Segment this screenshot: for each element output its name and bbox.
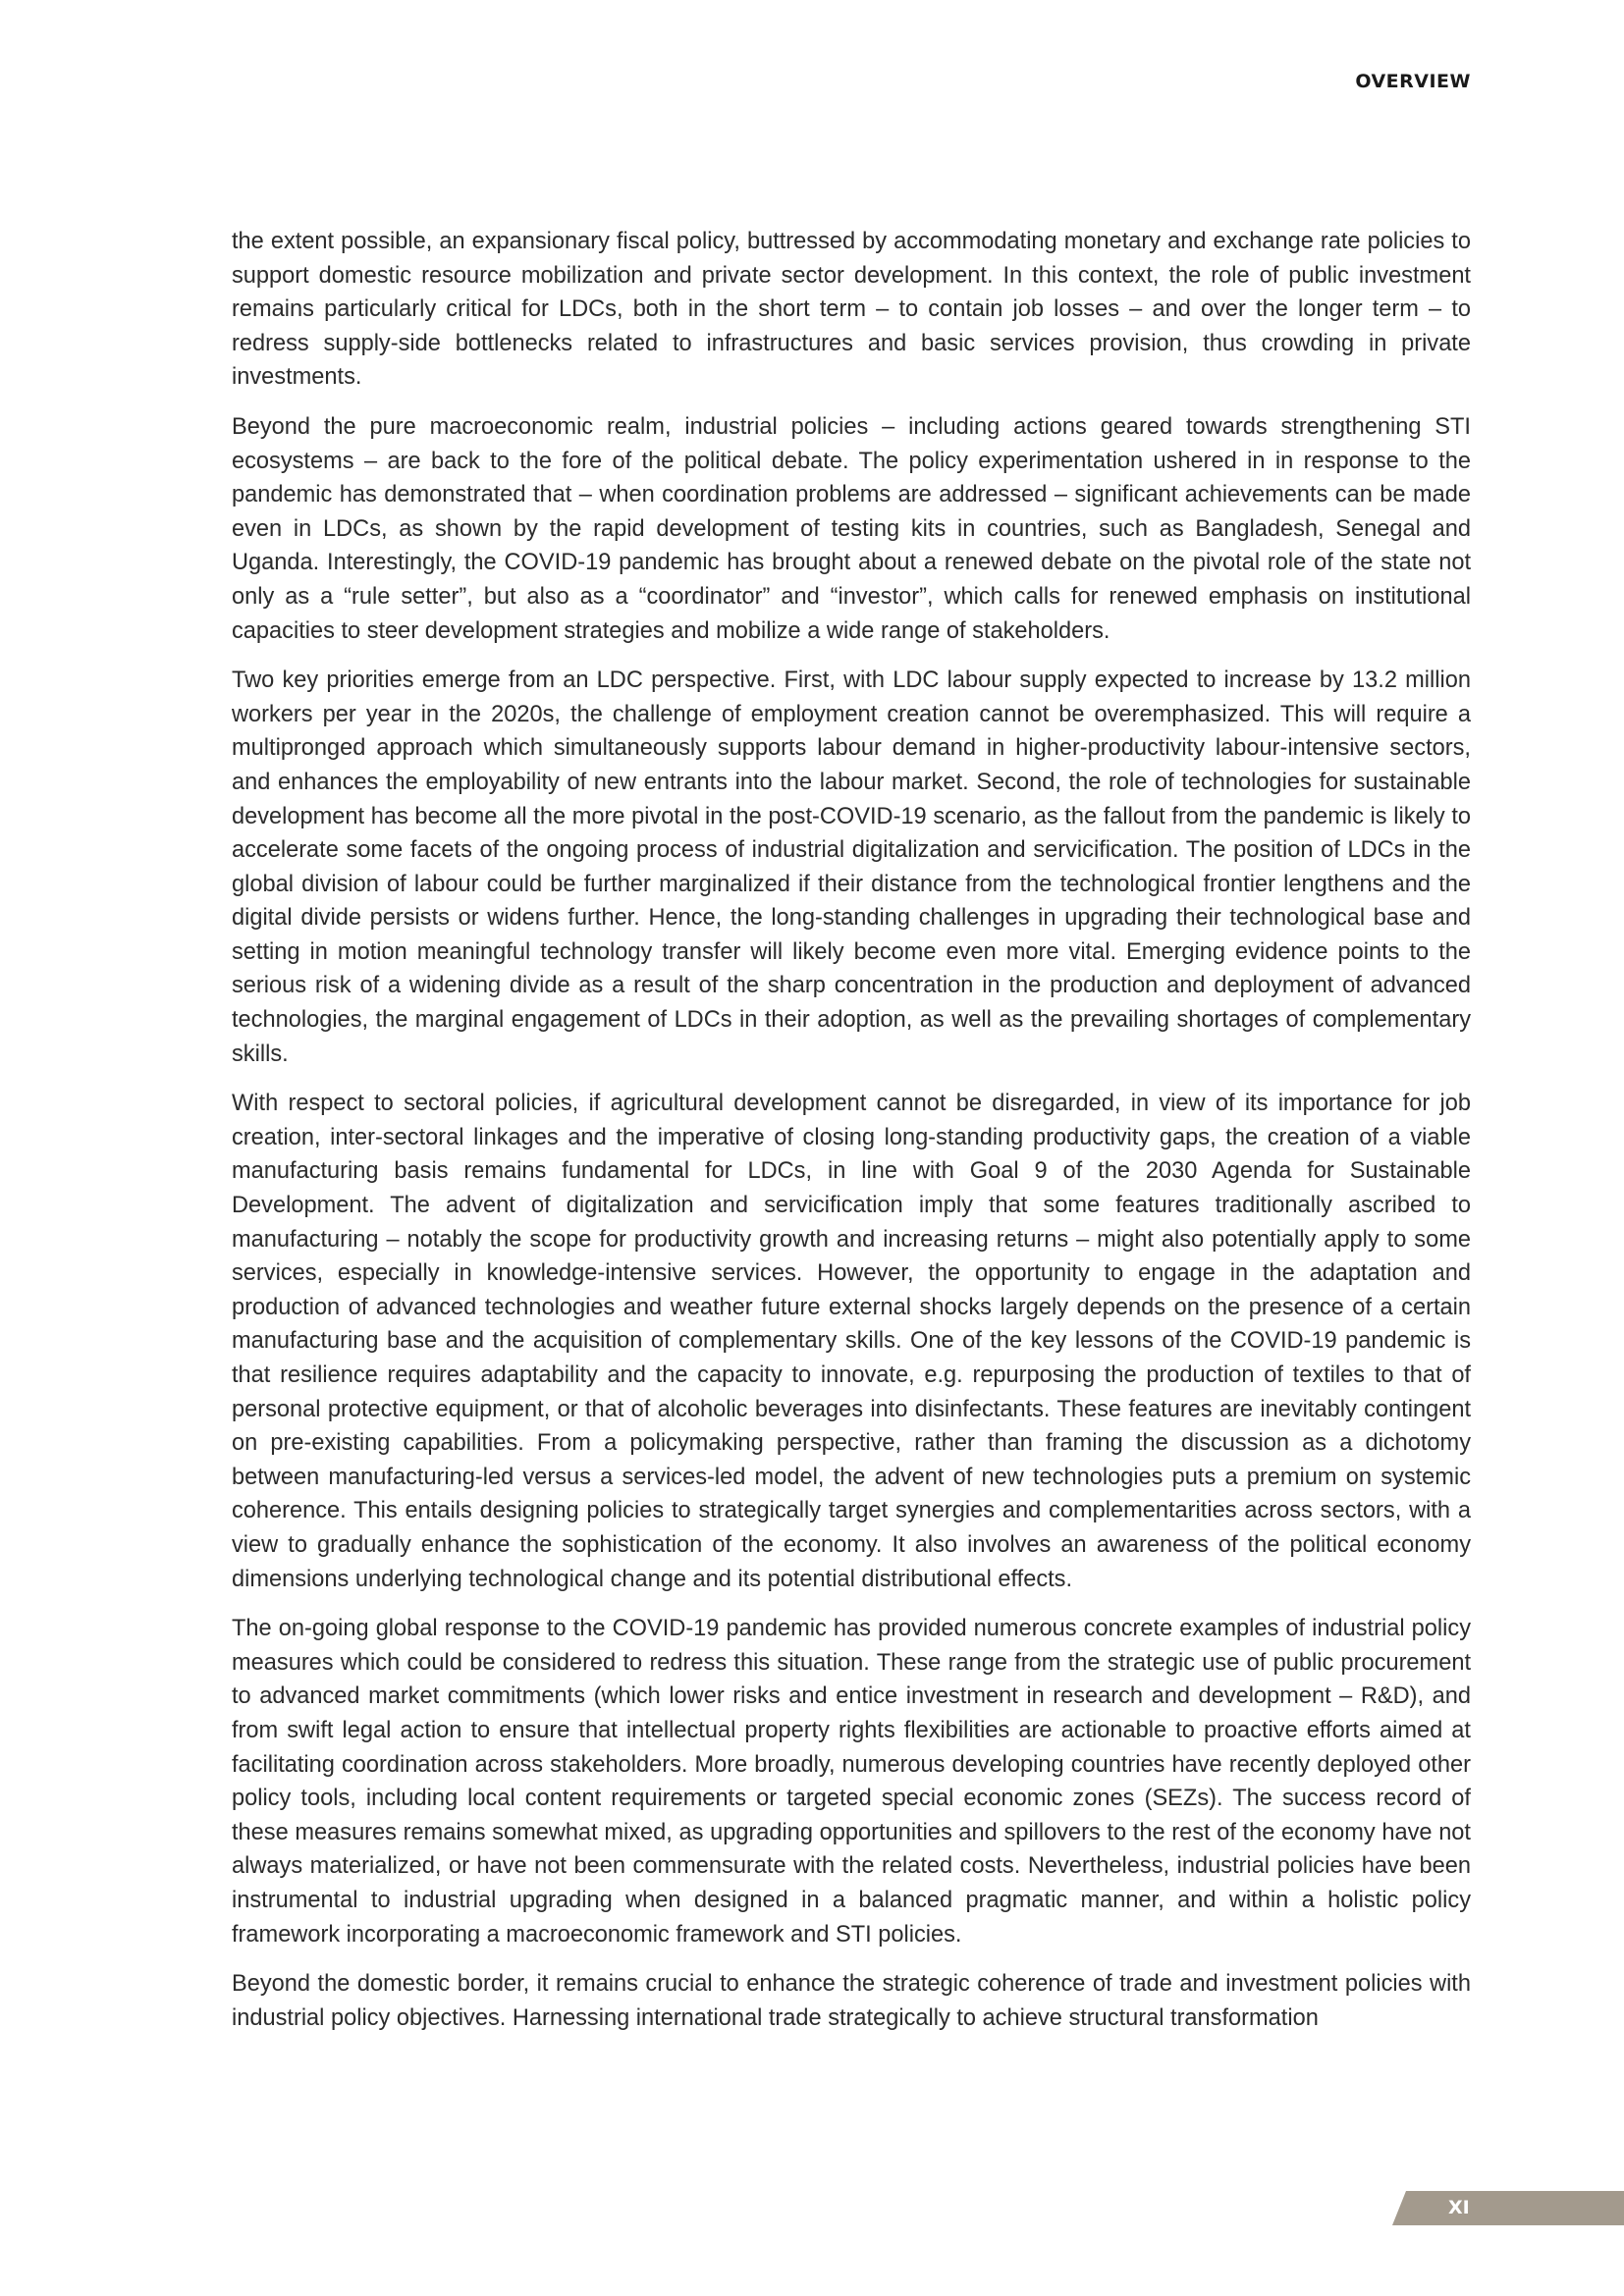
paragraph: Beyond the pure macroeconomic realm, industrial policies – including actions geared towards strengthening STI ecosystems – are back to the fore of the political debate. The policy experimentation ushered in in response to the pandemic has demonstrated that – when coordination problems are addressed – significant achievements can be made even in LDCs, as shown by the rapid development of testing kits in countries, such as Bangladesh, Senegal and Uganda. Interestingly, the COVID-19 pandemic has brought about a renewed debate on the pivotal role of the state not only as a “rule setter”, but also as a “coordinator” and “investor”, which calls for renewed emphasis on institutional capacities to steer development strategies and mobilize a wide range of stakeholders. xyxy=(232,413,1471,644)
page-number-tab xyxy=(1392,2191,1624,2225)
body-text xyxy=(232,225,1471,2051)
page-number: XI xyxy=(1448,2197,1470,2218)
paragraph: Beyond the domestic border, it remains crucial to enhance the strategic coherence of trade and investment policies with industrial policy objectives. Harnessing international trade strategically to achieve structural transformation xyxy=(232,1971,1471,2031)
paragraph: With respect to sectoral policies, if agricultural development cannot be disregarded, in view of its importance for job creation, inter-sectoral linkages and the imperative of closing long-standing productivity gaps, the creation of a viable manufacturing basis remains fundamental for LDCs, in line with Goal 9 of the 2030 Agenda for Sustainable Development. The advent of digitalization and servicification imply that some features traditionally ascribed to manufacturing – notably the scope for productivity growth and increasing returns – might also potentially apply to some services, especially in knowledge-intensive services. However, the opportunity to engage in the adaptation and production of advanced technologies and weather future external shocks largely depends on the presence of a certain manufacturing base and the acquisition of complementary skills. One of the key lessons of the COVID-19 pandemic is that resilience requires adaptability and the capacity to innovate, e.g. repurposing the production of textiles to that of personal protective equipment, or that of alcoholic beverages into disinfectants. These features are inevitably contingent on pre-existing capabilities. From a policymaking perspective, rather than framing the discussion as a dichotomy between manufacturing-led versus a services-led model, the advent of new technologies puts a premium on systemic coherence. This entails designing policies to strategically target synergies and complementarities across sectors, with a view to gradually enhance the sophistication of the economy. It also involves an awareness of the political economy dimensions underlying technological change and its potential distributional effects. xyxy=(232,1091,1471,1592)
paragraph: Two key priorities emerge from an LDC perspective. First, with LDC labour supply expected to increase by 13.2 million workers per year in the 2020s, the challenge of employment creation cannot be overemphasized. This will require a multipronged approach which simultaneously supports labour demand in higher-productivity labour-intensive sectors, and enhances the employability of new entrants into the labour market. Second, the role of technologies for sustainable development has become all the more pivotal in the post-COVID-19 scenario, as the fallout from the pandemic is likely to accelerate some facets of the ongoing process of industrial digitalization and servicification. The position of LDCs in the global division of labour could be further marginalized if their distance from the technological frontier lengthens and the digital divide persists or widens further. Hence, the long-standing challenges in upgrading their technological base and setting in motion meaningful technology transfer will likely become even more vital. Emerging evidence points to the serious risk of a widening divide as a result of the sharp concentration in the production and deployment of advanced technologies, the marginal engagement of LDCs in their adoption, as well as the prevailing shortages of complementary skills. xyxy=(232,667,1471,1067)
paragraph: The on-going global response to the COVID-19 pandemic has provided numerous concrete examples of industrial policy measures which could be considered to redress this situation. These range from the strategic use of public procurement to advanced market commitments (which lower risks and entice investment in research and development – R&D), and from swift legal action to ensure that intellectual property rights flexibilities are actionable to proactive efforts aimed at facilitating coordination across stakeholders. More broadly, numerous developing countries have recently deployed other policy tools, including local content requirements or targeted special economic zones (SEZs). The success record of these measures remains somewhat mixed, as upgrading opportunities and spillovers to the rest of the economy have not always materialized, or have not been commensurate with the related costs. Nevertheless, industrial policies have been instrumental to industrial upgrading when designed in a balanced pragmatic manner, and within a holistic policy framework incorporating a macroeconomic framework and STI policies. xyxy=(232,1616,1471,1948)
section-title: OVERVIEW xyxy=(1355,71,1471,92)
paragraph: the extent possible, an expansionary fiscal policy, buttressed by accommodating monetary and exchange rate policies to support domestic resource mobilization and private sector development. In this context, the role of public investment remains particularly critical for LDCs, both in the short term – to contain job losses – and over the longer term – to redress supply-side bottlenecks related to infrastructures and basic services provision, thus crowding in private investments. xyxy=(232,229,1471,391)
